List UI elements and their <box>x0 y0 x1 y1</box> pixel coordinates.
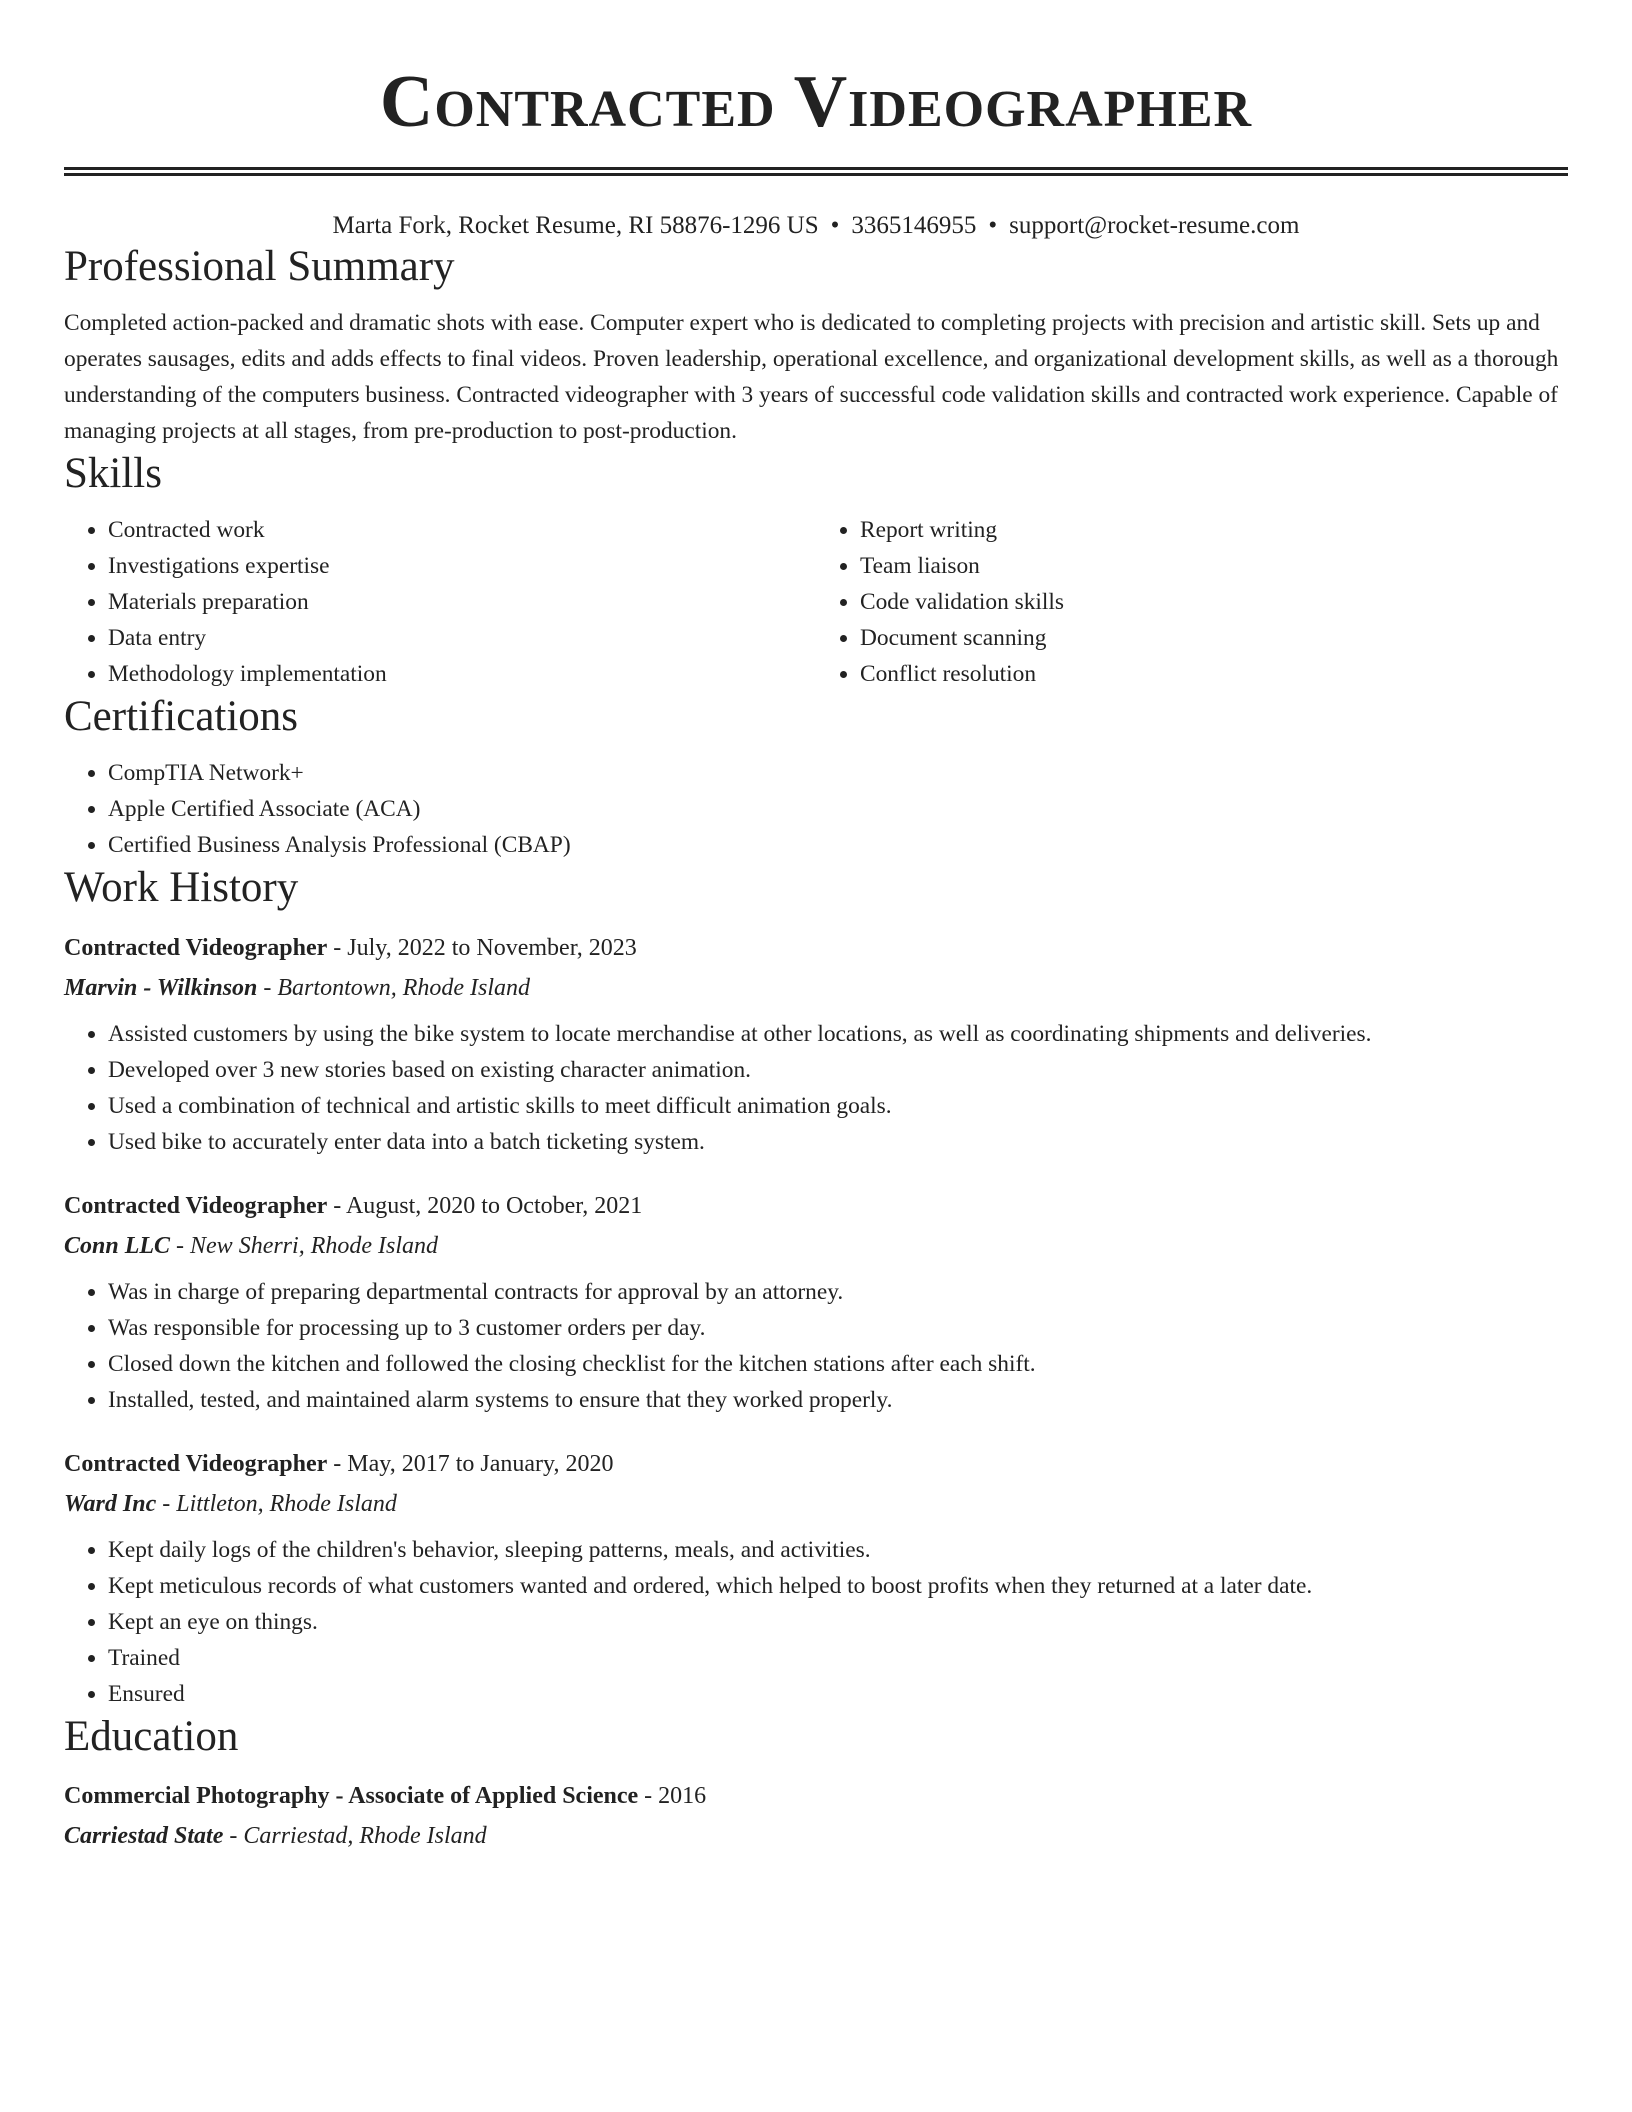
work-history-heading: Work History <box>64 864 299 911</box>
skills-list-right <box>816 512 1568 692</box>
contact-separator: • <box>988 212 998 239</box>
certification-item: • Apple Certified Associate (ACA) <box>108 791 1568 827</box>
skill-item: • Materials preparation <box>108 584 816 620</box>
job-bullets <box>64 1274 1568 1418</box>
job-location: - New Sherri, Rhode Island <box>170 1233 439 1259</box>
skill-item: • Methodology implementation <box>108 656 816 692</box>
job-header <box>64 928 1568 968</box>
certification-item: • Certified Business Analysis Professional (CBAP) <box>108 827 1568 863</box>
skills-list-left <box>64 512 816 692</box>
job-role: Contracted Videographer <box>64 1451 328 1477</box>
job-company: Marvin - Wilkinson <box>64 975 258 1001</box>
job-employer <box>64 1484 1568 1524</box>
contact-separator: • <box>830 212 840 239</box>
job-role: Contracted Videographer <box>64 1193 328 1219</box>
job-bullet: • Assisted customers by using the bike system to locate merchandise at other locations, as well as coordinating shipments and deliveries. <box>108 1016 1568 1052</box>
job-bullet: • Developed over 3 new stories based on existing character animation. <box>108 1052 1568 1088</box>
job-bullet: • Trained <box>108 1640 1568 1676</box>
education-school-line <box>64 1816 1568 1856</box>
job-dates: - August, 2020 to October, 2021 <box>327 1193 643 1219</box>
education-degree: Commercial Photography - Associate of Applied Science <box>64 1783 639 1809</box>
job-employer <box>64 968 1568 1008</box>
certifications-heading: Certifications <box>64 693 299 740</box>
job-entry <box>64 1186 1568 1418</box>
job-bullet: • Was responsible for processing up to 3 customer orders per day. <box>108 1310 1568 1346</box>
job-location: - Bartontown, Rhode Island <box>257 975 531 1001</box>
skill-item: • Conflict resolution <box>860 656 1568 692</box>
job-bullet: • Used a combination of technical and artistic skills to meet difficult animation goals. <box>108 1088 1568 1124</box>
resume-title: Contracted Videographer <box>379 61 1253 143</box>
contact-line <box>64 210 1568 242</box>
certifications-list <box>64 755 1568 863</box>
job-bullet: • Kept daily logs of the children's behavior, sleeping patterns, meals, and activities. <box>108 1532 1568 1568</box>
education-location: - Carriestad, Rhode Island <box>223 1823 487 1849</box>
job-entry <box>64 928 1568 1160</box>
education-school: Carriestad State <box>64 1823 224 1849</box>
skills-heading: Skills <box>64 450 162 497</box>
job-employer <box>64 1226 1568 1266</box>
contact-address: Marta Fork, Rocket Resume, RI 58876-1296 US <box>332 212 819 239</box>
education-entry <box>64 1776 1568 1856</box>
skill-item: • Data entry <box>108 620 816 656</box>
contact-email: support@rocket-resume.com <box>1009 212 1300 239</box>
skills-grid <box>64 512 1568 692</box>
job-bullet: • Kept an eye on things. <box>108 1604 1568 1640</box>
education-heading: Education <box>64 1713 239 1760</box>
job-bullet: • Kept meticulous records of what customers wanted and ordered, which helped to boost profits when they returned at a later date. <box>108 1568 1568 1604</box>
contact-phone: 3365146955 <box>851 212 977 239</box>
job-bullet: • Ensured <box>108 1676 1568 1712</box>
skill-item: • Investigations expertise <box>108 548 816 584</box>
job-bullets <box>64 1016 1568 1160</box>
job-bullet: • Used bike to accurately enter data into a batch ticketing system. <box>108 1124 1568 1160</box>
job-bullet: • Was in charge of preparing departmental contracts for approval by an attorney. <box>108 1274 1568 1310</box>
skill-item: • Code validation skills <box>860 584 1568 620</box>
education-header <box>64 1776 1568 1816</box>
job-bullets <box>64 1532 1568 1712</box>
job-header <box>64 1444 1568 1484</box>
summary-text: Completed action-packed and dramatic shots with ease. Computer expert who is dedicated to completing projects with precision and artistic skill. Sets up and operates sausages, edits and adds effects to final videos. Proven leadership, operational excellence, and organizational development skills, as well as a thorough understanding of the computers business. Contracted videographer with 3 years of successful code validation skills and contracted work experience. Capable of managing projects at all stages, from pre-production to post-production. <box>64 310 1559 444</box>
skill-item: • Team liaison <box>860 548 1568 584</box>
job-company: Conn LLC <box>64 1233 171 1259</box>
job-company: Ward Inc <box>64 1491 157 1517</box>
certification-item: • CompTIA Network+ <box>108 755 1568 791</box>
job-dates: - May, 2017 to January, 2020 <box>327 1451 614 1477</box>
job-dates: - July, 2022 to November, 2023 <box>327 935 637 961</box>
job-bullet: • Installed, tested, and maintained alarm systems to ensure that they worked properly. <box>108 1382 1568 1418</box>
summary-heading: Professional Summary <box>64 243 455 290</box>
job-bullet: • Closed down the kitchen and followed the closing checklist for the kitchen stations after each shift. <box>108 1346 1568 1382</box>
skill-item: • Document scanning <box>860 620 1568 656</box>
job-location: - Littleton, Rhode Island <box>156 1491 397 1517</box>
skill-item: • Report writing <box>860 512 1568 548</box>
job-entry <box>64 1444 1568 1712</box>
skill-item: • Contracted work <box>108 512 816 548</box>
job-role: Contracted Videographer <box>64 935 328 961</box>
job-header <box>64 1186 1568 1226</box>
education-year: - 2016 <box>638 1783 707 1809</box>
title-divider <box>64 167 1568 176</box>
